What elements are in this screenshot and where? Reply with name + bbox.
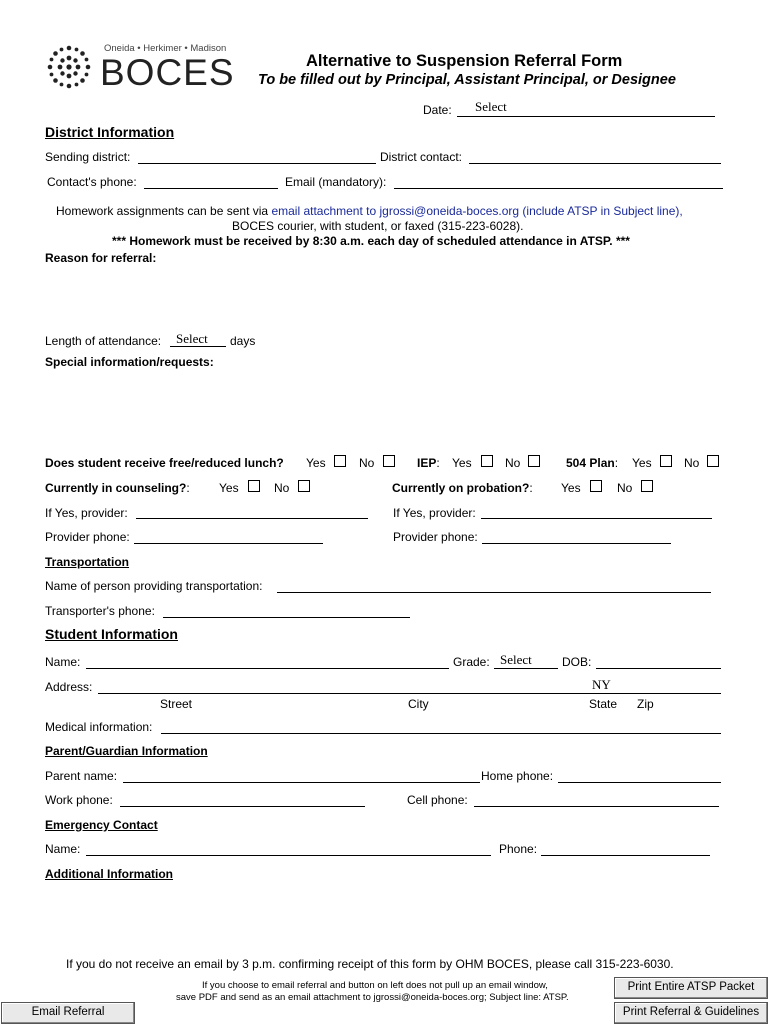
grade-label: Grade:	[453, 655, 490, 669]
counseling-provider-field[interactable]	[136, 506, 368, 519]
lunch-yes-checkbox[interactable]	[334, 455, 346, 467]
emergency-name-label: Name:	[45, 842, 81, 856]
print-referral-guidelines-button[interactable]: Print Referral & Guidelines	[614, 1002, 768, 1024]
page-subtitle: To be filled out by Principal, Assistant Principal, or Designee	[258, 72, 676, 88]
grade-select-value[interactable]: Select	[500, 652, 532, 667]
student-name-label: Name:	[45, 655, 81, 669]
homework-prefix: Homework assignments can be sent via	[56, 204, 272, 218]
additional-field[interactable]	[45, 884, 721, 944]
counseling-colon: :	[186, 481, 190, 495]
homework-email-link[interactable]: email attachment to jgrossi@oneida-boces.org (include ATSP in Subject line),	[271, 204, 683, 218]
emergency-name-field[interactable]	[86, 843, 491, 856]
probation-no-checkbox[interactable]	[641, 480, 653, 492]
counseling-yes-label: Yes	[219, 481, 239, 495]
probation-yes-checkbox[interactable]	[590, 480, 602, 492]
plan504-label: 504 Plan	[566, 456, 615, 470]
homework-line-2: BOCES courier, with student, or faxed (315-223-6028).	[232, 219, 524, 233]
lunch-no-checkbox[interactable]	[383, 455, 395, 467]
home-phone-field[interactable]	[558, 770, 721, 783]
plan504-no-checkbox[interactable]	[707, 455, 719, 467]
iep-label: IEP	[417, 456, 437, 470]
medical-label: Medical information:	[45, 720, 153, 734]
lunch-no-label: No	[359, 456, 375, 470]
email-note-line-1: If you choose to email referral and button on left does not pull up an email window,	[202, 980, 548, 991]
length-unit: days	[230, 334, 256, 348]
parent-heading: Parent/Guardian Information	[45, 744, 208, 758]
student-heading: Student Information	[45, 626, 178, 642]
counseling-provider-phone-label: Provider phone:	[45, 530, 130, 544]
date-label: Date:	[423, 103, 452, 117]
counseling-provider-label: If Yes, provider:	[45, 506, 128, 520]
city-caption: City	[408, 697, 429, 711]
sending-district-field[interactable]	[138, 151, 376, 164]
plan504-yes-checkbox[interactable]	[660, 455, 672, 467]
probation-yes-label: Yes	[561, 481, 581, 495]
email-field[interactable]	[394, 176, 723, 189]
parent-name-field[interactable]	[123, 770, 480, 783]
probation-provider-label: If Yes, provider:	[393, 506, 476, 520]
contact-phone-field[interactable]	[144, 176, 278, 189]
dob-field[interactable]	[596, 656, 721, 669]
student-name-field[interactable]	[86, 656, 449, 669]
lunch-label: Does student receive free/reduced lunch?	[45, 456, 284, 470]
work-phone-field[interactable]	[120, 794, 365, 807]
emergency-phone-field[interactable]	[541, 843, 710, 856]
address-label: Address:	[45, 680, 93, 694]
district-contact-label: District contact:	[380, 150, 463, 164]
probation-label: Currently on probation?	[392, 481, 530, 495]
iep-yes-checkbox[interactable]	[481, 455, 493, 467]
zip-caption: Zip	[637, 697, 654, 711]
print-atsp-packet-button[interactable]: Print Entire ATSP Packet	[614, 977, 768, 999]
district-heading: District Information	[45, 124, 175, 140]
emergency-phone-label: Phone:	[499, 842, 538, 856]
confirm-text: If you do not receive an email by 3 p.m. confirming receipt of this form by OHM BOCES, please call 315-223-6030.	[66, 957, 674, 971]
iep-colon: :	[436, 456, 440, 470]
homework-line-1	[56, 204, 683, 218]
date-select-value[interactable]: Select	[475, 99, 507, 114]
cell-phone-label: Cell phone:	[407, 793, 468, 807]
length-label: Length of attendance:	[45, 334, 162, 348]
plan504-yes-label: Yes	[632, 456, 652, 470]
iep-no-label: No	[505, 456, 521, 470]
plan504-question	[566, 456, 618, 470]
org-tagline: Oneida • Herkimer • Madison	[104, 43, 227, 54]
street-caption: Street	[160, 697, 193, 711]
medical-field[interactable]	[161, 721, 721, 734]
length-select-value[interactable]: Select	[176, 331, 208, 346]
contact-phone-label: Contact's phone:	[47, 175, 137, 189]
plan504-no-label: No	[684, 456, 700, 470]
org-name: BOCES	[100, 52, 235, 93]
email-label: Email (mandatory):	[285, 175, 387, 189]
reason-label: Reason for referral:	[45, 251, 157, 265]
additional-heading: Additional Information	[45, 867, 173, 881]
transport-person-field[interactable]	[277, 580, 711, 593]
homework-notice: *** Homework must be received by 8:30 a.m. each day of scheduled attendance in ATSP. ***	[112, 234, 630, 248]
probation-no-label: No	[617, 481, 633, 495]
sending-district-label: Sending district:	[45, 150, 131, 164]
iep-no-checkbox[interactable]	[528, 455, 540, 467]
reason-field[interactable]	[45, 268, 721, 324]
email-note-line-2: save PDF and send as an email attachment to jgrossi@oneida-boces.org; Subject line: ATSP.	[176, 992, 569, 1003]
special-field[interactable]	[45, 372, 721, 448]
counseling-yes-checkbox[interactable]	[248, 480, 260, 492]
district-contact-field[interactable]	[469, 151, 721, 164]
parent-name-label: Parent name:	[45, 769, 118, 783]
plan504-colon: :	[614, 456, 619, 470]
state-value[interactable]: NY	[592, 677, 611, 692]
probation-provider-field[interactable]	[481, 506, 712, 519]
transporter-phone-label: Transporter's phone:	[45, 604, 155, 618]
counseling-label: Currently in counseling?	[45, 481, 187, 495]
transport-person-label: Name of person providing transportation:	[45, 579, 263, 593]
lunch-yes-label: Yes	[306, 456, 326, 470]
boces-logo-icon	[44, 42, 94, 92]
cell-phone-field[interactable]	[474, 794, 719, 807]
special-label: Special information/requests:	[45, 355, 214, 369]
counseling-no-label: No	[274, 481, 290, 495]
probation-provider-phone-field[interactable]	[482, 531, 671, 544]
iep-question	[417, 456, 440, 470]
counseling-question	[45, 481, 190, 495]
address-field[interactable]	[98, 681, 721, 694]
iep-yes-label: Yes	[452, 456, 472, 470]
counseling-no-checkbox[interactable]	[298, 480, 310, 492]
page-title: Alternative to Suspension Referral Form	[306, 52, 623, 70]
counseling-provider-phone-field[interactable]	[134, 531, 323, 544]
probation-provider-phone-label: Provider phone:	[393, 530, 478, 544]
probation-question	[392, 481, 533, 495]
email-referral-button[interactable]: Email Referral	[1, 1002, 135, 1024]
state-caption: State	[589, 697, 618, 711]
work-phone-label: Work phone:	[45, 793, 113, 807]
dob-label: DOB:	[562, 655, 592, 669]
emergency-heading: Emergency Contact	[45, 818, 158, 832]
home-phone-label: Home phone:	[481, 769, 554, 783]
transportation-heading: Transportation	[45, 555, 130, 569]
transporter-phone-field[interactable]	[163, 605, 410, 618]
probation-colon: :	[529, 481, 533, 495]
